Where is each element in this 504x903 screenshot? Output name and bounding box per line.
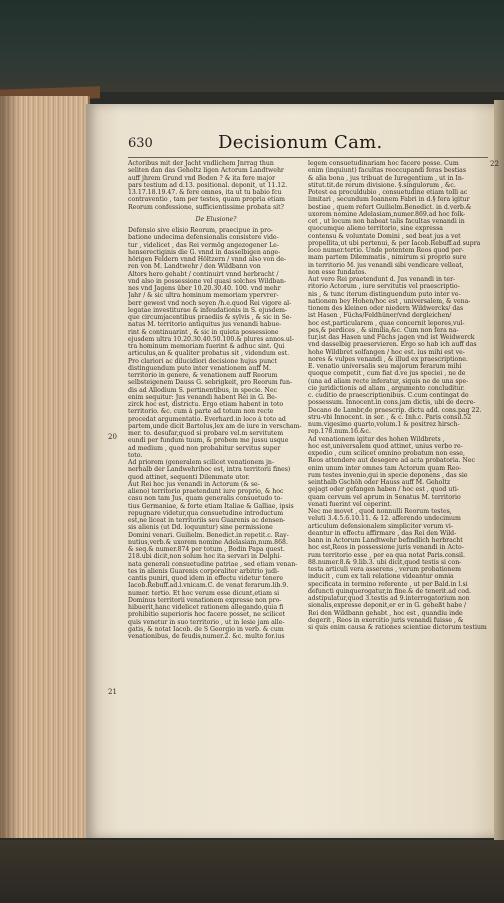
- right-column: [308, 160, 488, 631]
- text-line: & seq.& numer.874 per totum , Bodin Papa quest.: [128, 546, 285, 553]
- text-line: Reorum confessione, sufficientissime probata sit?: [128, 203, 284, 211]
- text-line: nutius,verb.& uxorem nomine Adelasiam,num.868.: [128, 538, 288, 546]
- text-line: possessum. Innocent.in cons.jam dictis, ubi de decre-: [308, 399, 476, 407]
- text-line: venati fuerint vel ceperint.: [308, 500, 392, 508]
- text-line: hoc est,Reos in possessione juris venandi in Acto-: [308, 544, 464, 552]
- text-line: gejagt oder gefangen haben / hoc est , quod uti-: [308, 486, 459, 494]
- text-line: non esse fundatos.: [308, 268, 367, 276]
- text-line: eundi per fundum tuum, & probem me jussu usque: [128, 437, 289, 445]
- text-line: c. cuditio de praescriptionibus. C.cum contingat de: [308, 392, 469, 399]
- text-line: mer. to. desufar,quod si probare vel.m servitutem: [128, 430, 284, 437]
- text-line: auff jhrem Grund vnd Boden ? & ita fere major: [128, 174, 276, 182]
- text-line: quod attinet, sequenti Dilemmate utor.: [128, 473, 250, 481]
- text-line: contensu & voluntate Domini , sed beat jus a vet: [308, 232, 461, 240]
- text-line: natus M. territorio antiquitus jus venandi habue-: [128, 321, 282, 329]
- margin-number: 21: [108, 688, 117, 696]
- text-line: Decano de Lambr,de praescrip. dictu add. cons.pag 22.: [308, 406, 482, 414]
- text-line: hoc est,particularem , quae concernit lepores,vul-: [308, 319, 465, 327]
- text-line: toto.: [128, 451, 143, 459]
- text-line: ad medium , quod non probabitur servitus super: [128, 444, 281, 452]
- text-line: selbsteigenem Dauss G. sebrigkeit, pro Reorum fun-: [128, 379, 293, 387]
- text-line: 13.17.18.19.47. & fere omnes, ita ut tu babio fcu: [128, 189, 282, 196]
- text-line: sionalis,expresse deponit,er er in G. geheßt habe /: [308, 602, 467, 610]
- text-line: pes,& perdices , & similia,&c. Cum non fera na-: [308, 326, 459, 334]
- text-line: propellita,ut ubi pertenui, & per Iacob.Rebuff.ad supra: [308, 239, 481, 247]
- text-line: contraventio , tam per testes, quam propria etiam: [128, 196, 286, 204]
- text-line: enim unum inter omnes tam Actorum quam Reo-: [308, 464, 462, 472]
- text-line: in territorio M. jus venandi sibi vendicare velleat,: [308, 261, 464, 269]
- text-line: rum testes invenio,qui in specie deponens , das sie: [308, 471, 468, 479]
- text-line: mam partem Dilemmatis , nimirum si proprio sure: [308, 254, 467, 262]
- text-line: Aut Rei hoc jus venandi in Actorum (& se-: [128, 480, 260, 488]
- text-line: quis venetur in suo territorio , ut in lesie jam alle-: [128, 618, 285, 626]
- text-line: Ad venationem igitur des hohen Wildbrets ,: [308, 435, 445, 443]
- text-line: distinguendum puto inter venationem auff M.: [128, 364, 271, 372]
- text-line: zirck hoc est, districtu. Ergo etiam habent in toto: [128, 401, 284, 408]
- text-line: Ad priorem (generalem scilicet venationem jn-: [128, 459, 274, 466]
- text-line: hibuerit,hanc videlicet rationem allegando,quia fi: [128, 604, 284, 611]
- page-header: [128, 132, 478, 154]
- text-line: bann in Actorum Landtwehr befindlich herbracht: [308, 537, 463, 544]
- text-line: alieno) territorio praetendunt iure proprio, & hoc: [128, 488, 284, 495]
- text-line: Dominus territorii venationem expresse non pro-: [128, 596, 282, 604]
- text-line: territorio. &c. cum à parte ad totum non recte: [128, 408, 274, 416]
- text-line: deantur in effectu affirmare , das Rei den Wild-: [308, 529, 457, 537]
- background-top: [0, 0, 504, 92]
- text-line: hoc est,universalem quod attinet, unius verbo re-: [308, 442, 463, 450]
- text-line: Pro clariori ac dilucidiori decisione hujus punct: [128, 357, 278, 365]
- text-line: degerit , Reos in exercitio juris venandi fuisse , &: [308, 616, 464, 624]
- text-line: ist Hasen , Füchs/Feldhüner/vnd dergleichen/: [308, 312, 452, 320]
- text-line: Jahr / & sic ultra hominum memoriam ypervrer-: [128, 292, 279, 300]
- text-line: stitut.tit.de rerum divisione. §.singulorum , &c.: [308, 181, 456, 189]
- text-line: rum territorio esse , per ea qua notat Paris.consil.: [308, 551, 465, 559]
- text-line: legem consuetudinariam hoc facere posse. Cum: [308, 160, 459, 167]
- text-line: que circumjacentibus praediis & sylvis , & sic in Se-: [128, 314, 292, 321]
- text-line: cantis puniri, quod idem in effectu videtur tenere: [128, 575, 284, 582]
- text-line: (una ad aliam recte inferatur, siquis ne de una spe-: [308, 377, 469, 385]
- text-line: Defensio sive elisio Reorum, praecipue in pro-: [128, 227, 273, 234]
- text-line: partem,unde dicit Bartolus,lex am de iure in verscham-: [128, 422, 302, 430]
- text-line: berr gewest vnd noch seyen /h.e.quod Rei vigore al-: [128, 299, 292, 307]
- margin-number: 22: [490, 160, 499, 168]
- text-line: uxorem nomine Adelasiam,numer.869.ad hoc folk-: [308, 210, 466, 218]
- text-line: nores & vulpes venandi , & illud ex praescriptione.: [308, 355, 468, 363]
- text-line: dis ad Allodium S. pertinentibus, in specie. Nec: [128, 386, 278, 394]
- background-bottom: [0, 840, 504, 903]
- text-line: seliten dan das Geholtz ligen Actorum Landtwehr: [128, 167, 284, 175]
- text-line: specificata in termino referente , ut per Bald.in l.si: [308, 580, 468, 588]
- section-subheading: De Elusione?: [195, 215, 237, 223]
- book-fore-edge: [0, 96, 90, 838]
- text-line: hörigen Feldern vnnd Höltzern / vnnd also von de-: [128, 256, 287, 263]
- text-line: Actoribus mit der Jacht vndlichem Jnrrag thun: [128, 160, 274, 167]
- text-line: inducit , cum ex tali relatione videantur omnia: [308, 573, 454, 581]
- text-line: 218.ubi dicit,non solum hoc ita servari in Delphi-: [128, 553, 282, 561]
- facing-page-edge: [494, 100, 504, 840]
- text-line: veluti 3.4.5.6.10.11. & 12. afferendo undecimum: [308, 515, 461, 523]
- text-line: adstipulatur,quod 3.testis ad 9.interrogatorium non: [308, 595, 470, 602]
- text-line: stru-vbi Innocent. in ser. , & c. Inh.c. Paris consil.52: [308, 413, 472, 421]
- text-line: nata generali consuetudine patriae , sed etiam venan-: [128, 560, 298, 568]
- text-line: Reos attendere aut desegere ad acta probatoria. Nec: [308, 457, 476, 465]
- text-line: pars testium ad d.13. positional. deponit, ut 11.12.: [128, 181, 288, 189]
- text-line: si quis enim causa & rationes scientiae dictorum testium: [308, 624, 487, 631]
- text-line: Nec me movet , quod nonnulli Reorum testes,: [308, 508, 452, 515]
- text-line: enim sequitur: Jus venandi habent Rei in G. Be-: [128, 393, 277, 401]
- running-head: Decisionum Cam.: [218, 132, 383, 153]
- text-line: procedat argumentatio. Everhard.in loco à toto ad: [128, 415, 286, 423]
- text-line: vnd also in possessione vel quasi solches Wildban-: [128, 277, 287, 285]
- text-line: articulus,an & qualiter probatus sit , videndum est.: [128, 350, 290, 358]
- text-line: & alia bona , jus tribuat de Iuregentium , ut in In-: [308, 174, 464, 182]
- text-line: vnd dasselbig praeservieren. Ergo so hab ich auff das: [308, 341, 477, 349]
- text-line: seinthalb Gschöh oder Hauss auff M. Geholtz: [308, 479, 451, 486]
- text-line: numer. tertio. Et hoc verum esse dicunt,etiam si: [128, 589, 280, 597]
- text-line: sis alienis (ut Dd. loquuntur) sine permissione: [128, 524, 273, 532]
- text-line: rep.178.num.16.&c.: [308, 428, 371, 436]
- text-line: quoque competit , cum fiat d.ve jus speciei , ne de: [308, 370, 466, 378]
- page-number: 630: [128, 136, 153, 151]
- text-line: henserectiginis die G. vnnd in dasselbigen ange-: [128, 248, 281, 256]
- text-line: tes in alienis Guarenis corporaliter arbitrio judi-: [128, 567, 280, 575]
- text-line: expedio , cum scilicet omnino probatum non esse,: [308, 450, 465, 457]
- text-line: tur,ist das Hasen und Füchs jagen vnd ist Weidwerck: [308, 334, 475, 341]
- text-line: nes vnd Jagens über 10.20.30.40. 100. vnd mehr: [128, 285, 281, 292]
- text-line: est,ne liceat in territoriis seu Guarenis ac densen-: [128, 517, 286, 524]
- text-line: Potest ea proculdubio , consuetudine etiam tolli ac: [308, 189, 468, 196]
- text-line: Domini venari. Guilielm. Benedict.in repetit.c. Ray-: [128, 531, 289, 539]
- text-line: E. venatio universalis seu majorum ferarum mihi: [308, 363, 462, 370]
- text-line: nationem bey Hohen/hoc est , universalem, & vena-: [308, 297, 471, 305]
- left-column: [128, 160, 304, 640]
- text-line: Aut vero Rei praetendunt d. Jus venandi in ter-: [308, 276, 456, 283]
- text-line: prohibitio superioris hoc facere posset, ne scilicet: [128, 611, 285, 619]
- text-line: Rei den Wildbann gehabt , hoc est , quandiu inde: [308, 609, 463, 617]
- text-line: rint & continuarint , & sic in quieta possessione: [128, 328, 279, 336]
- text-line: gatis, & notat Iacob. de S Georgio in verb. & cum: [128, 625, 284, 633]
- margin-number: 20: [108, 433, 117, 441]
- text-line: enim (inquiunt) facultas reoccupandi feras bestias: [308, 167, 466, 175]
- text-line: cie juridictionis ad aliam , argumento concluditur.: [308, 384, 465, 392]
- text-line: hohe Wildbret solfangen / hoc est. ius mihi est ve-: [308, 348, 465, 356]
- text-line: testa articuli vera asserens , verum probationem: [308, 566, 462, 573]
- text-line: Iacob.Rebuff.ad.l.vnicam.C. de venat ferarum.lib.9.: [128, 582, 289, 590]
- text-line: ejusdem ultra 10.20.30.40.50.100.& plures annos.ul-: [128, 335, 294, 343]
- text-line: nerhalb der Landwehrihoc est, intra territorii fines): [128, 466, 291, 474]
- text-line: num.vigesimo quarto,volum.1 & positrez hirsch-: [308, 421, 460, 428]
- text-line: casu non tam Jus, quam generalis consuetudo to-: [128, 495, 283, 503]
- text-line: legatae investiturae & infeudationis in S. ejusdem-: [128, 306, 288, 314]
- text-line: ren von M. Landtwehr / den Wildbann von: [128, 263, 261, 271]
- text-line: loco numer.tertio. Unde potentem Reos quod per-: [308, 247, 464, 254]
- text-line: tur , videlicet , das Rei vermög angezogener Le-: [128, 241, 279, 249]
- text-line: bestiae , quem refert Guilielm.Benedict. in d.verb.&: [308, 203, 472, 211]
- header-rule: [128, 157, 488, 158]
- text-line: repugnare videtur,qua consuetudine introductum: [128, 509, 284, 517]
- text-line: Altors hero gehabt / continuirt vnnd herbracht /: [128, 270, 279, 278]
- text-line: defuncti quinquerogatur,in fine.& de tenerit.ad cod.: [308, 587, 472, 595]
- text-line: quam cervum vel aprum in Senatus M. territorio: [308, 493, 461, 501]
- text-line: nis , & tunc iterum distinguendum puto inter ve-: [308, 290, 461, 298]
- text-line: quocumque alieno territorio, sine expressa: [308, 225, 443, 233]
- text-line: ritorio Actorum , iure servitutis vel praescriptio-: [308, 283, 460, 291]
- text-line: tra hominum memoriam fuerint & adhuc sint. Qui: [128, 343, 285, 350]
- text-line: tius Germaniae, & forte etiam Italiae & Galliae, ipsis: [128, 502, 294, 510]
- text-line: territorio in genere, & venationem auff Reorum: [128, 372, 278, 379]
- text-line: articulum defensionalem simpliciter verum vi-: [308, 522, 453, 530]
- text-line: tionem des kleinen oder niedern Wildwercks/ das: [308, 305, 464, 312]
- text-line: cet , ut locum non habeat talis facultas venandi in: [308, 218, 465, 225]
- text-line: limitari , secundum Ioannem Fabri in d.§ fera igitur: [308, 196, 470, 204]
- text-line: 88.numer.8.& 9.lib.3. ubi dicit,quod testis si con-: [308, 558, 462, 566]
- text-line: venationibus, de feudis,numer.2. &c. multo for.ius: [128, 633, 285, 640]
- text-line: batione undecima defensionalis consistere vide-: [128, 234, 279, 242]
